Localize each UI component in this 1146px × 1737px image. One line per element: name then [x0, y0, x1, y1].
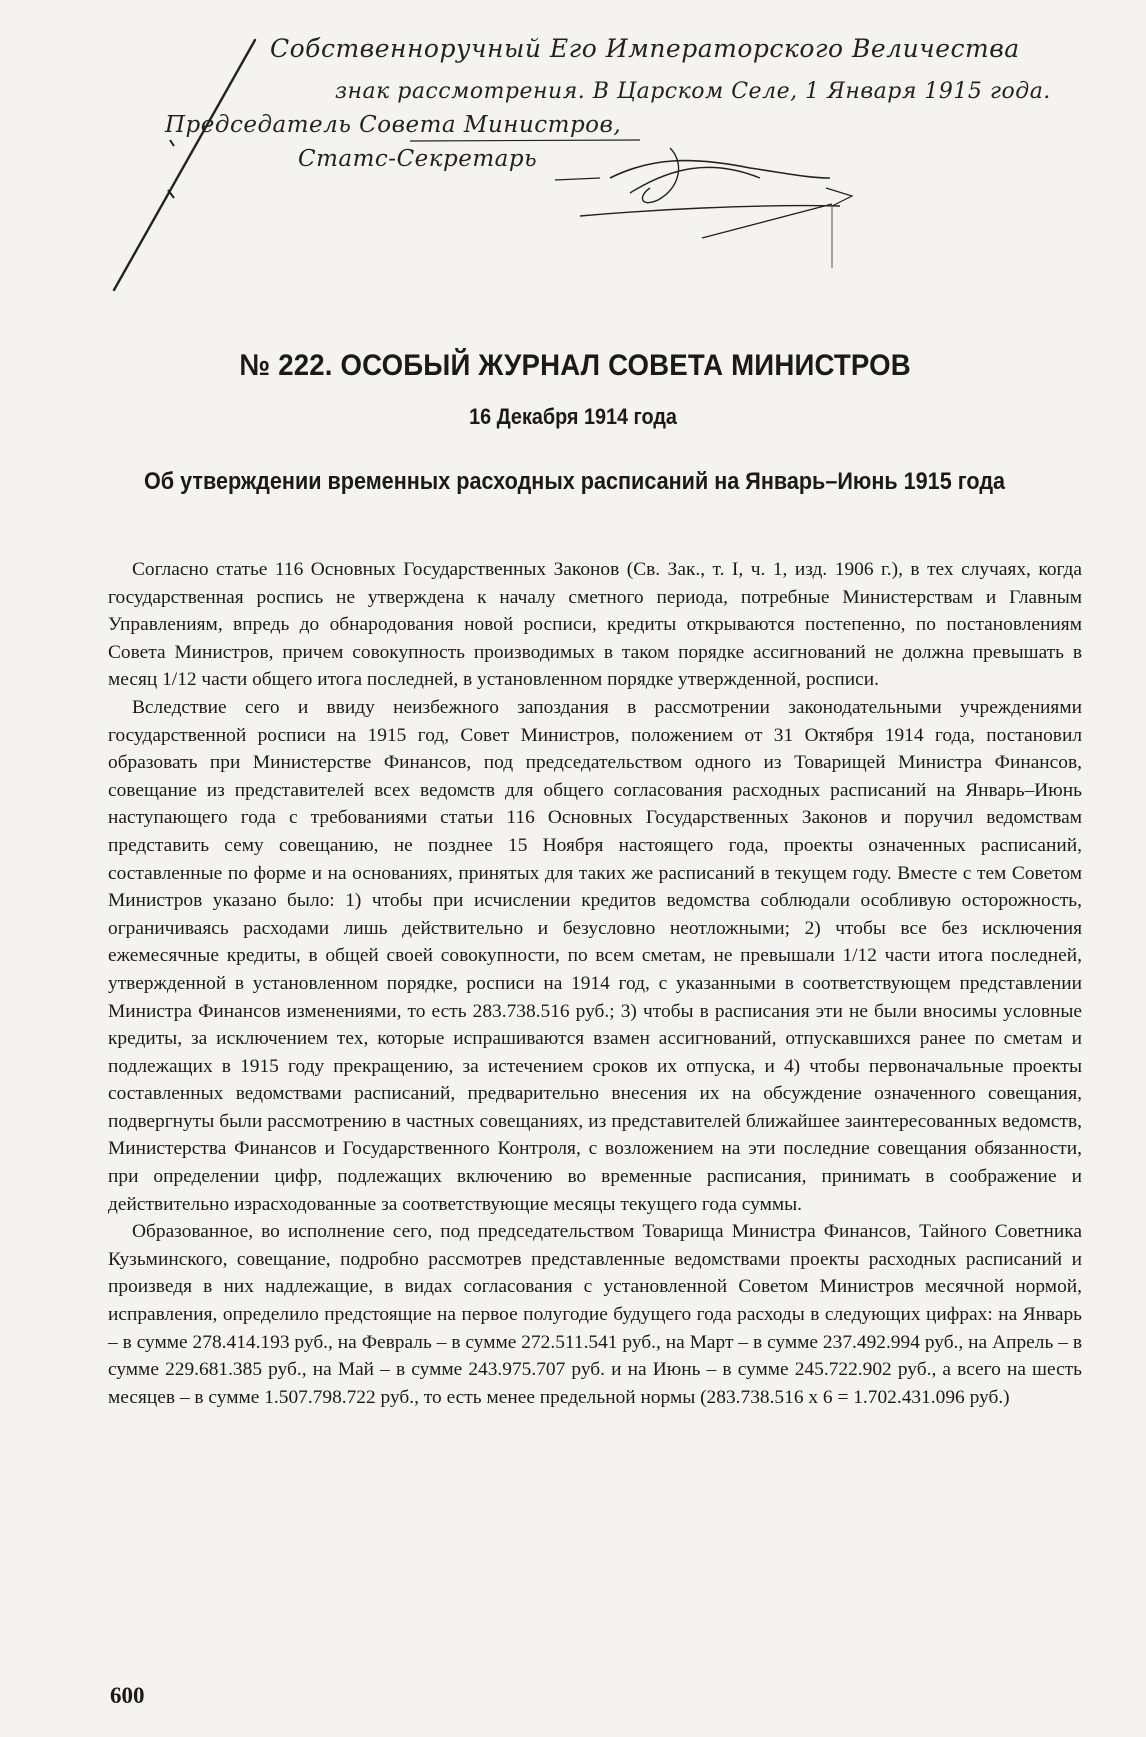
document-subject: Об утверждении временных расходных расписаний на Январь–Июнь 1915 года — [143, 468, 1006, 495]
body-paragraph: Согласно статье 116 Основных Государственных Законов (Св. Зак., т. I, ч. 1, изд. 1906 г.), в тех случаях, когда государственная роспись не утверждена к началу сметного периода, потребные Министерствам и Главным Управлениям, впредь до обнародования новой росписи, кредиты открываются постепенно, по постановлениям Совета Министров, причем совокупность производимых в таком порядке ассигнований не должна превышать в месяц 1/12 части общего итога последней, в установленном порядке утвержденной, росписи. — [108, 559, 1082, 691]
page-number: 600 — [110, 1683, 145, 1708]
body-paragraph: Вследствие сего и ввиду неизбежного запоздания в рассмотрении законодательными учреждениями государственной росписи на 1915 год, Совет Министров, положением от 31 Октября 1914 года, постановил образовать при Министерстве Финансов, под председательством одного из Товарищей Министра Финансов, совещание из представителей всех ведомств для общего согласования расходных расписаний на Январь–Июнь наступающего года с требованиями статьи 116 Основных Государственных Законов и поручил ведомствам представить сему совещанию, не позднее 15 Ноября настоящего года, проекты означенных расписаний, составленные по форме и на основаниях, принятых для таких же расписаний в текущем году. Вместе с тем Советом Министров указано было: 1) чтобы при исчислении кредитов ведомства соблюдали особливую осторожность, ограничиваясь расходами лишь действительно и безусловно неотложными; 2) чтобы все без исключения ежемесячные кредиты, в общей своей совокупности, по всем сметам, не превышали 1/12 части итога последней, утвержденной в установленном порядке, росписи на 1914 год, с указанными в соответствующем представлении Министра Финансов изменениями, то есть 283.738.516 руб.; 3) чтобы в расписания эти не были вносимы условные кредиты, за исключением тех, которые испрашиваются взамен ассигнований, отпускавшихся ранее по сметам и подлежащих в 1915 году прекращению, за истечением сроков их отпуска, и 4) чтобы первоначальные проекты составленных ведомствами расписаний, предварительно внесения их на обсуждение означенного совещания, подвергнуты были рассмотрению в частных совещаниях, из представителей ближайшее заинтересованных ведомств, Министерства Финансов и Государственного Контроля, с возложением на эти последние совещания обязанности, при определении цифр, подлежащих включению во временные расписания, принимать в соображение и действительно израсходованные за соответствующие месяцы текущего года суммы. — [108, 696, 1082, 1215]
resolution-line-3: Председатель Совета Министров, — [165, 112, 622, 138]
document-title: № 222. ОСОБЫЙ ЖУРНАЛ СОВЕТА МИНИСТРОВ — [239, 349, 911, 382]
resolution-pen-strokes — [110, 28, 1070, 318]
document-body — [108, 556, 1082, 1411]
resolution-line-2: знак рассмотрения. В Царском Селе, 1 Января 1915 года. — [335, 79, 1051, 104]
resolution-line-4: Статс-Секретарь — [298, 146, 538, 172]
resolution-line-1: Собственноручный Его Императорского Величества — [270, 34, 1020, 63]
body-paragraph: Образованное, во исполнение сего, под председательством Товарища Министра Финансов, Тайного Советника Кузьминского, совещание, подробно рассмотрев представленные ведомствами проекты расходных расписаний и произведя в них надлежащие, в видах согласования с установленной Советом Министров месячной нормой, исправления, определило предстоящие на первое полугодие будущего года расходы в следующих цифрах: на Январь – в сумме 278.414.193 руб., на Февраль – в сумме 272.511.541 руб., на Март – в сумме 237.492.994 руб., на Апрель – в сумме 229.681.385 руб., на Май – в сумме 243.975.707 руб. и на Июнь – в сумме 245.722.902 руб., а всего на шесть месяцев – в сумме 1.507.798.722 руб., то есть менее предельной нормы (283.738.516 x 6 = 1.702.431.096 руб.) — [108, 1221, 1082, 1408]
handwritten-resolution — [110, 28, 1070, 318]
document-date: 16 Декабря 1914 года — [469, 404, 677, 429]
